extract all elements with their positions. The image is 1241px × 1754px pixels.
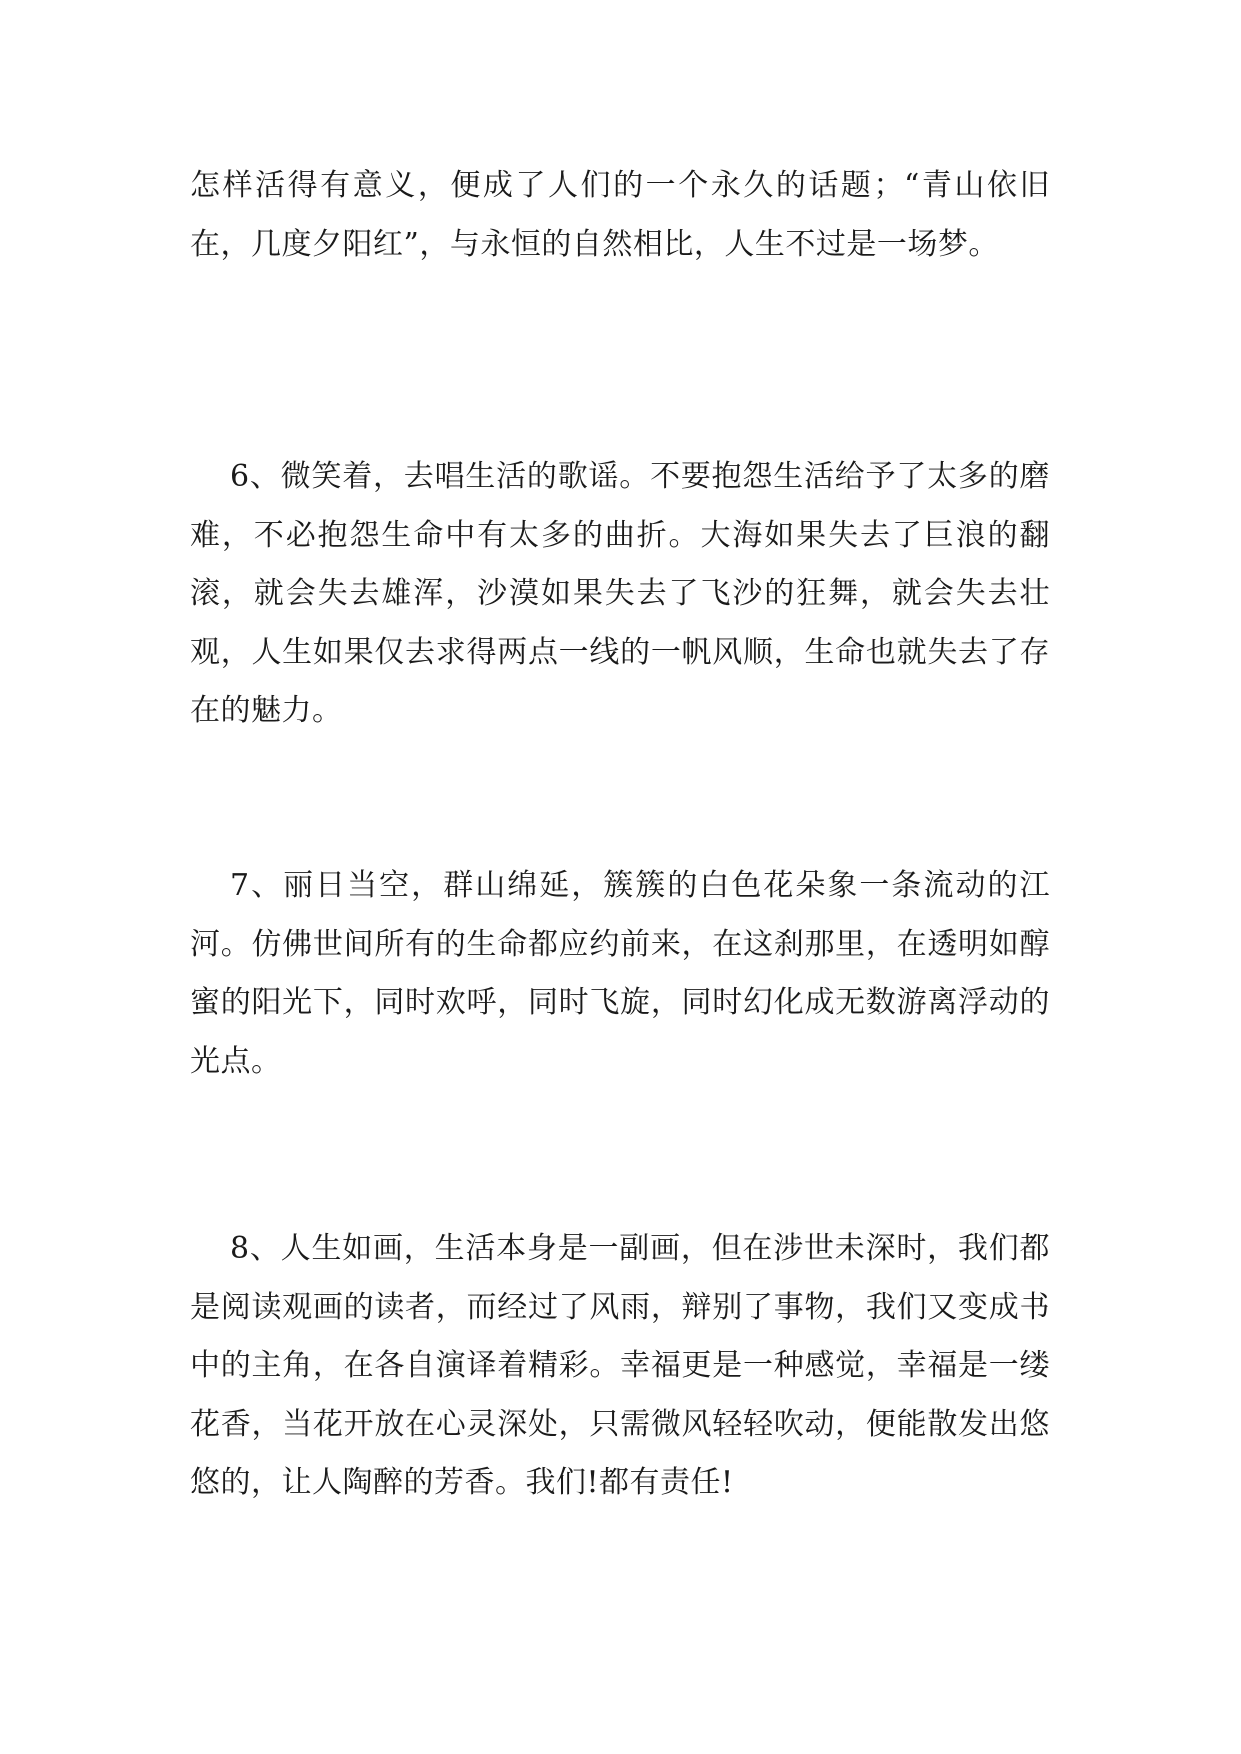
- paragraph-7: 7、丽日当空，群山绵延，簇簇的白色花朵象一条流动的江河。仿佛世间所有的生命都应约前来，在这刹那里，在透明如醇蜜的阳光下，同时欢呼，同时飞旋，同时幻化成无数游离浮动的光点。: [190, 868, 1050, 1079]
- paragraph-6: 6、微笑着，去唱生活的歌谣。不要抱怨生活给予了太多的磨难，不必抱怨生命中有太多的曲折。大海如果失去了巨浪的翻滚，就会失去雄浑，沙漠如果失去了飞沙的狂舞，就会失去壮观，人生如果仅去求得两点一线的一帆风顺，生命也就失去了存在的魅力。: [190, 459, 1050, 728]
- paragraph-continuation: 怎样活得有意义，便成了人们的一个永久的话题；“青山依旧在，几度夕阳红”，与永恒的自然相比，人生不过是一场梦。: [190, 168, 1050, 262]
- paragraph-8: 8、人生如画，生活本身是一副画，但在涉世未深时，我们都是阅读观画的读者，而经过了风雨，辩别了事物，我们又变成书中的主角，在各自演译着精彩。幸福更是一种感觉，幸福是一缕花香，当花开放在心灵深处，只需微风轻轻吹动，便能散发出悠悠的，让人陶醉的芳香。我们!都有责任!: [190, 1231, 1050, 1500]
